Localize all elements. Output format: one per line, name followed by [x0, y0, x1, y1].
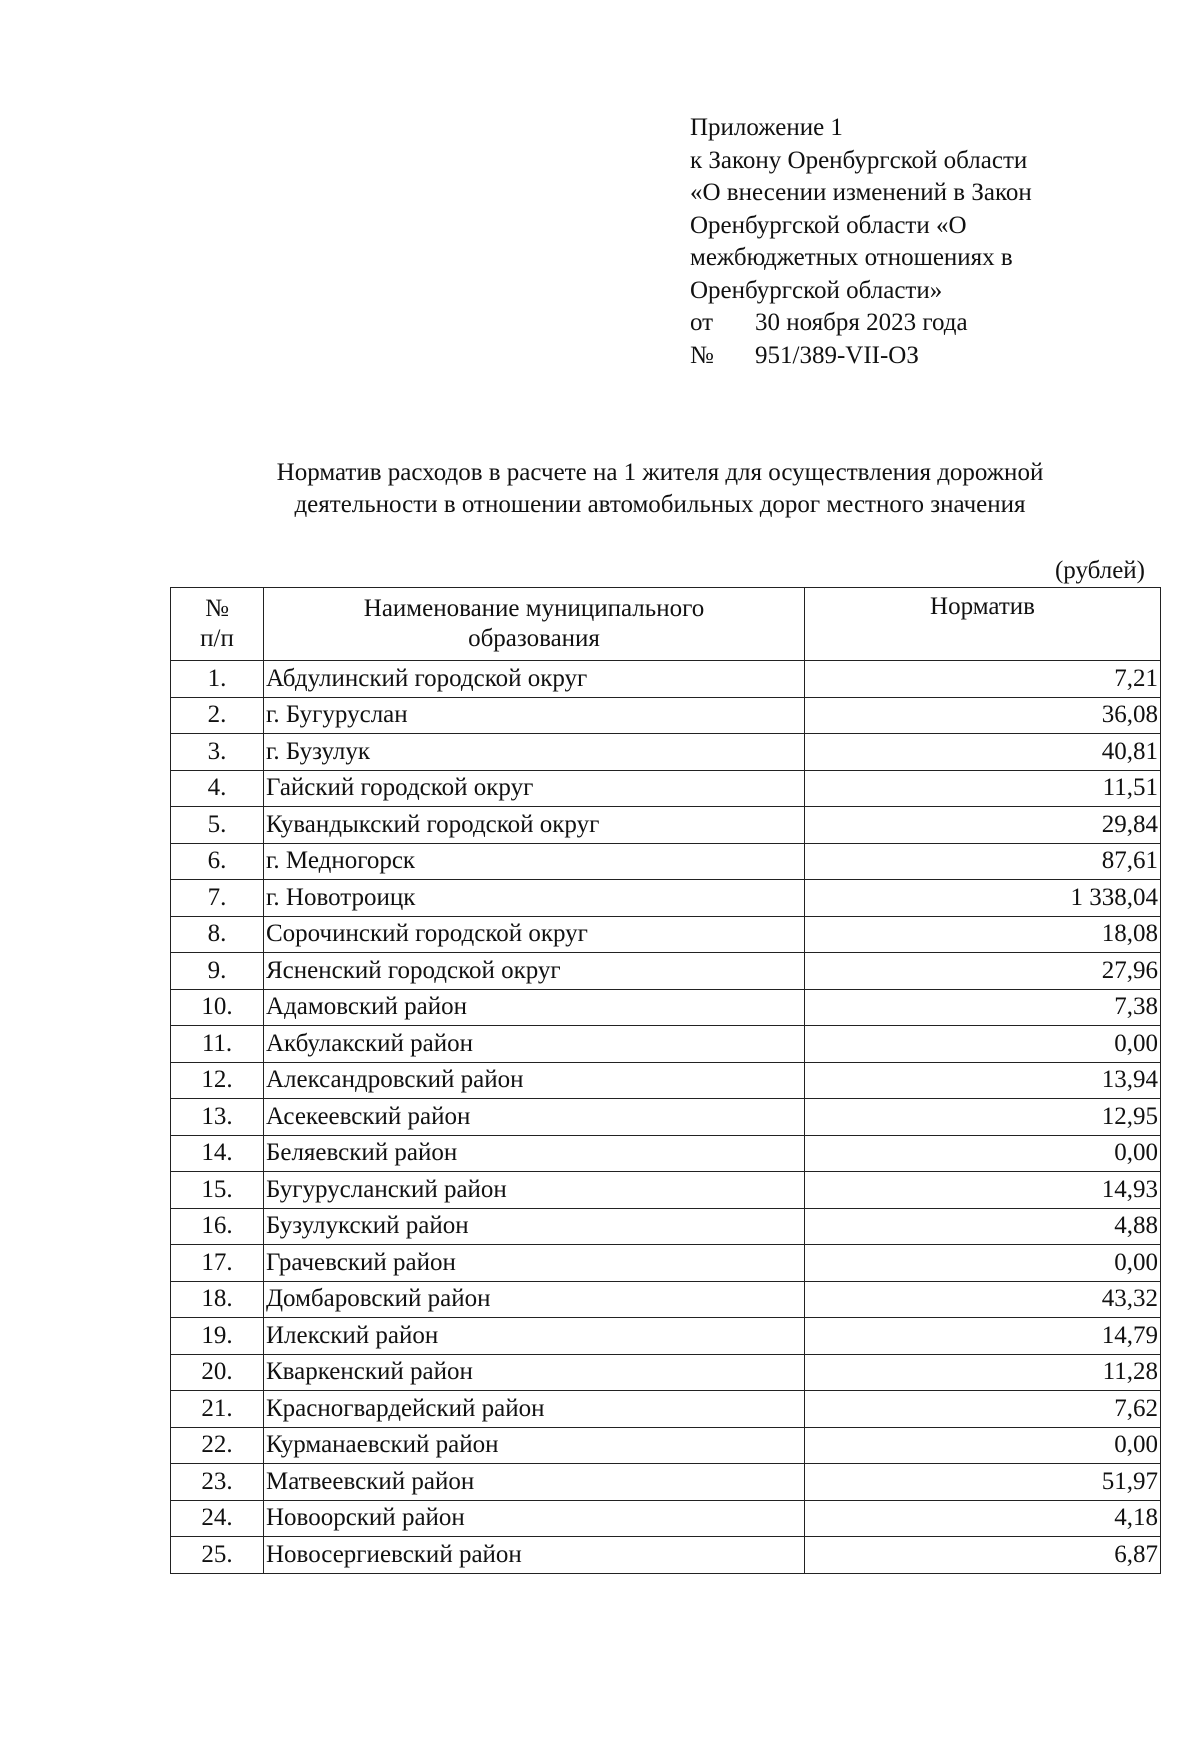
row-value: 0,00: [805, 1245, 1161, 1282]
header-name-line-1: Наименование муниципального: [363, 595, 705, 622]
row-name: Грачевский район: [264, 1245, 805, 1282]
appendix-line: Оренбургской области»: [690, 276, 943, 304]
table-header-row: [171, 588, 1161, 661]
number-label: №: [690, 341, 714, 369]
appendix-line: к Закону Оренбургской области: [690, 146, 1028, 174]
table-row: [171, 1135, 1161, 1172]
row-name: Илекский район: [264, 1318, 805, 1355]
table-row: [171, 1318, 1161, 1355]
table-row: [171, 843, 1161, 880]
row-number: 24.: [171, 1500, 264, 1537]
row-value: 36,08: [805, 697, 1161, 734]
law-number-row: [690, 340, 1032, 373]
row-value: 1 338,04: [805, 880, 1161, 917]
appendix-header: [690, 112, 1032, 372]
table-row: [171, 880, 1161, 917]
row-number: 11.: [171, 1026, 264, 1063]
row-value: 51,97: [805, 1464, 1161, 1501]
table-row: [171, 770, 1161, 807]
row-name: Новосергиевский район: [264, 1537, 805, 1574]
row-name: Акбулакский район: [264, 1026, 805, 1063]
row-name: Новоорский район: [264, 1500, 805, 1537]
appendix-line: межбюджетных отношениях в: [690, 244, 1013, 271]
row-name: Беляевский район: [264, 1135, 805, 1172]
row-number: 13.: [171, 1099, 264, 1136]
row-name: Ясненский городской округ: [264, 953, 805, 990]
row-name: Домбаровский район: [264, 1281, 805, 1318]
appendix-line: Приложение 1: [690, 114, 843, 141]
row-value: 11,28: [805, 1354, 1161, 1391]
row-value: 13,94: [805, 1062, 1161, 1099]
header-num: [171, 588, 264, 661]
row-value: 40,81: [805, 734, 1161, 771]
units-label: (рублей): [1054, 557, 1145, 584]
table-row: [171, 1099, 1161, 1136]
row-name: Бузулукский район: [264, 1208, 805, 1245]
table-row: [171, 989, 1161, 1026]
row-name: Гайский городской округ: [264, 770, 805, 807]
row-name: Курманаевский район: [264, 1427, 805, 1464]
table-row: [171, 1464, 1161, 1501]
row-name: Адамовский район: [264, 989, 805, 1026]
table-row: [171, 1026, 1161, 1063]
row-value: 4,18: [805, 1500, 1161, 1537]
row-value: 0,00: [805, 1427, 1161, 1464]
row-name: Сорочинский городской округ: [264, 916, 805, 953]
row-name: г. Бугуруслан: [264, 697, 805, 734]
row-name: Матвеевский район: [264, 1464, 805, 1501]
header-name: [264, 588, 805, 661]
table-row: [171, 916, 1161, 953]
row-name: Бугурусланский район: [264, 1172, 805, 1209]
row-value: 27,96: [805, 953, 1161, 990]
row-number: 5.: [171, 807, 264, 844]
row-value: 11,51: [805, 770, 1161, 807]
row-number: 21.: [171, 1391, 264, 1428]
row-number: 20.: [171, 1354, 264, 1391]
row-number: 18.: [171, 1281, 264, 1318]
table-row: [171, 661, 1161, 698]
row-number: 15.: [171, 1172, 264, 1209]
row-number: 3.: [171, 734, 264, 771]
row-name: Абдулинский городской округ: [264, 661, 805, 698]
row-number: 4.: [171, 770, 264, 807]
row-value: 29,84: [805, 807, 1161, 844]
row-name: Кувандыкский городской округ: [264, 807, 805, 844]
row-value: 7,21: [805, 661, 1161, 698]
row-number: 10.: [171, 989, 264, 1026]
row-number: 17.: [171, 1245, 264, 1282]
row-number: 1.: [171, 661, 264, 698]
row-name: г. Медногорск: [264, 843, 805, 880]
row-value: 4,88: [805, 1208, 1161, 1245]
row-value: 43,32: [805, 1281, 1161, 1318]
row-number: 22.: [171, 1427, 264, 1464]
table-row: [171, 1427, 1161, 1464]
row-number: 25.: [171, 1537, 264, 1574]
table-row: [171, 807, 1161, 844]
date-value: 30 ноября 2023 года: [755, 309, 968, 336]
row-value: 7,62: [805, 1391, 1161, 1428]
row-value: 7,38: [805, 989, 1161, 1026]
law-date-row: [690, 307, 1032, 340]
table-row: [171, 1391, 1161, 1428]
table-row: [171, 953, 1161, 990]
table-row: [171, 1172, 1161, 1209]
row-name: г. Бузулук: [264, 734, 805, 771]
table-row: [171, 734, 1161, 771]
date-label: от: [690, 309, 714, 336]
header-value: Норматив: [805, 588, 1161, 661]
title-line-2: деятельности в отношении автомобильных дорог местного значения: [294, 491, 1026, 518]
row-number: 14.: [171, 1135, 264, 1172]
number-value: 951/389-VII-ОЗ: [755, 341, 919, 369]
header-num-line-2: п/п: [200, 625, 234, 652]
table-body: [171, 661, 1161, 1574]
row-number: 19.: [171, 1318, 264, 1355]
row-value: 0,00: [805, 1135, 1161, 1172]
norm-table: [170, 587, 1161, 1574]
row-name: Александровский район: [264, 1062, 805, 1099]
row-value: 87,61: [805, 843, 1161, 880]
table-row: [171, 1062, 1161, 1099]
row-name: г. Новотроицк: [264, 880, 805, 917]
header-num-line-1: №: [205, 595, 229, 622]
title-line-1: Норматив расходов в расчете на 1 жителя для осуществления дорожной: [276, 459, 1044, 486]
row-number: 6.: [171, 843, 264, 880]
document-title: [160, 457, 1160, 521]
appendix-line: «О внесении изменений в Закон: [690, 179, 1032, 206]
row-value: 14,93: [805, 1172, 1161, 1209]
row-name: Кваркенский район: [264, 1354, 805, 1391]
row-number: 12.: [171, 1062, 264, 1099]
row-number: 7.: [171, 880, 264, 917]
row-name: Красногвардейский район: [264, 1391, 805, 1428]
row-number: 8.: [171, 916, 264, 953]
row-value: 6,87: [805, 1537, 1161, 1574]
row-value: 18,08: [805, 916, 1161, 953]
table-row: [171, 1500, 1161, 1537]
row-value: 14,79: [805, 1318, 1161, 1355]
appendix-line: Оренбургской области «О: [690, 211, 967, 239]
table-row: [171, 1537, 1161, 1574]
table-row: [171, 1281, 1161, 1318]
row-number: 2.: [171, 697, 264, 734]
row-name: Асекеевский район: [264, 1099, 805, 1136]
table-row: [171, 1354, 1161, 1391]
row-value: 0,00: [805, 1026, 1161, 1063]
header-name-line-2: образования: [468, 625, 600, 652]
row-number: 23.: [171, 1464, 264, 1501]
row-value: 12,95: [805, 1099, 1161, 1136]
table-row: [171, 1208, 1161, 1245]
table-row: [171, 1245, 1161, 1282]
row-number: 16.: [171, 1208, 264, 1245]
table-row: [171, 697, 1161, 734]
row-number: 9.: [171, 953, 264, 990]
